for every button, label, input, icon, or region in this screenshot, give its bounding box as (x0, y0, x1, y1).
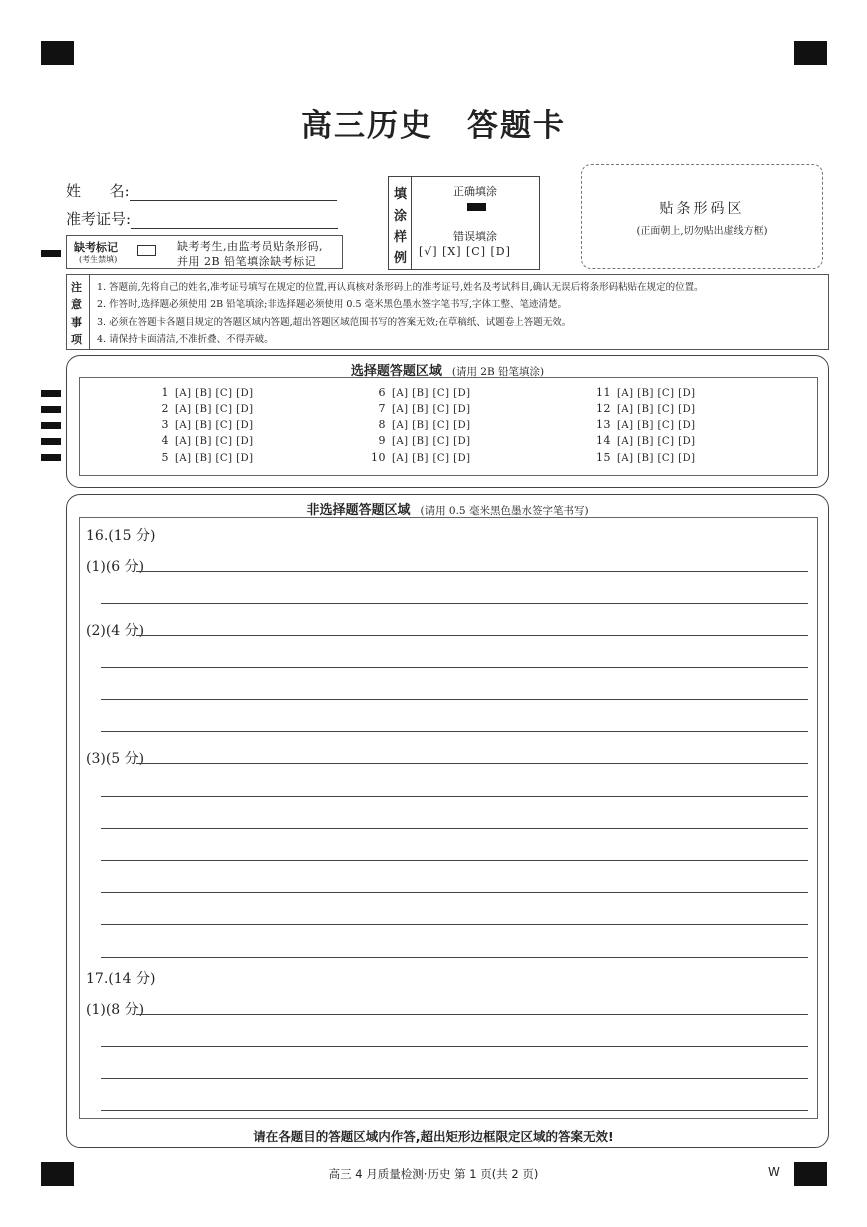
registration-mark-top-right (794, 41, 827, 65)
choice-question[interactable]: 3 [A] [B] [C] [D] (161, 418, 254, 431)
barcode-note: (正面朝上,切勿贴出虚线方框) (636, 226, 768, 237)
choice-question[interactable]: 2 [A] [B] [C] [D] (161, 402, 254, 415)
exam-id-input[interactable] (131, 212, 338, 229)
choice-question[interactable]: 9 [A] [B] [C] [D] (378, 434, 471, 447)
fill-sample-box (388, 176, 540, 270)
nonchoice-answer-area (79, 517, 818, 1119)
timing-mark (41, 422, 61, 429)
choice-question[interactable]: 8 [A] [B] [C] [D] (378, 418, 471, 431)
answer-line[interactable] (101, 699, 808, 700)
fill-sample-char: 例 (394, 251, 408, 266)
fill-sample-char: 样 (394, 230, 408, 245)
boundary-warning: 请在各题目的答题区域内作答,超出矩形边框限定区域的答案无效! (253, 1129, 614, 1144)
name-label: 姓 名: (66, 182, 130, 200)
note-item: 4. 请保持卡面清洁,不准折叠、不得弄破。 (97, 334, 274, 345)
nonchoice-section-title: 非选择题答题区域 (306, 503, 411, 518)
wrong-fill-examples: [√] [X] [C] [D] (419, 245, 511, 258)
notes-side-char: 事 (71, 316, 82, 329)
exam-id-label: 准考证号: (66, 210, 132, 228)
answer-line[interactable] (101, 667, 808, 668)
card-title: 答题卡 (467, 108, 566, 144)
timing-mark (41, 390, 61, 397)
answer-line[interactable] (101, 828, 808, 829)
answer-line[interactable] (101, 1046, 808, 1047)
barcode-area (581, 164, 823, 269)
timing-mark (41, 250, 61, 257)
fill-sample-char: 涂 (394, 209, 408, 224)
absent-checkbox[interactable] (137, 245, 156, 256)
timing-mark (41, 454, 61, 461)
nonchoice-section-subtitle: (请用 0.5 毫米黑色墨水签字笔书写) (420, 505, 589, 517)
subject-title: 高三历史 (301, 108, 433, 144)
choice-question[interactable]: 6 [A] [B] [C] [D] (378, 386, 471, 399)
question-16-title: 16.(15 分) (86, 528, 156, 544)
choice-question[interactable]: 4 [A] [B] [C] [D] (161, 434, 254, 447)
answer-line[interactable] (136, 1014, 808, 1015)
choice-question[interactable]: 15 [A] [B] [C] [D] (596, 451, 696, 464)
footer-code: W (768, 1165, 780, 1179)
choice-question[interactable]: 12 [A] [B] [C] [D] (596, 402, 696, 415)
absent-desc-2: 并用 2B 铅笔填涂缺考标记 (177, 255, 317, 268)
absent-desc-1: 缺考考生,由监考员贴条形码, (177, 240, 323, 253)
page-title (0, 100, 867, 145)
answer-line[interactable] (101, 892, 808, 893)
choice-question[interactable]: 5 [A] [B] [C] [D] (161, 451, 254, 464)
choice-question[interactable]: 14 [A] [B] [C] [D] (596, 434, 696, 447)
question-16-1-label: (1)(6 分) (86, 559, 145, 575)
answer-line[interactable] (101, 1078, 808, 1079)
choice-question[interactable]: 7 [A] [B] [C] [D] (378, 402, 471, 415)
answer-line[interactable] (101, 603, 808, 604)
absent-mark-box (66, 235, 343, 269)
choice-question[interactable]: 1 [A] [B] [C] [D] (161, 386, 254, 399)
question-16-3-label: (3)(5 分) (86, 751, 145, 767)
name-input[interactable] (130, 184, 337, 201)
fill-sample-char: 填 (394, 187, 408, 202)
note-item: 3. 必须在答题卡各题目规定的答题区域内答题,超出答题区域范围书写的答案无效;在草稿纸、试题卷上答题无效。 (97, 317, 572, 328)
page-footer: 高三 4 月质量检测·历史 第 1 页(共 2 页) (328, 1167, 539, 1181)
note-item: 1. 答题前,先将自己的姓名,准考证号填写在规定的位置,再认真核对条形码上的准考证号,姓名及考试科目,确认无误后将条形码粘贴在规定的位置。 (97, 282, 704, 293)
answer-line[interactable] (136, 635, 808, 636)
answer-line[interactable] (101, 924, 808, 925)
notes-side (67, 275, 90, 349)
nonchoice-section (66, 494, 829, 1148)
notes-side-char: 项 (71, 333, 82, 346)
absent-note: (考生禁填) (79, 255, 118, 264)
choice-section-title: 选择题答题区域 (350, 364, 442, 379)
choice-question[interactable]: 11 [A] [B] [C] [D] (596, 386, 696, 399)
answer-line[interactable] (101, 731, 808, 732)
absent-title: 缺考标记 (74, 241, 118, 254)
question-17-1-label: (1)(8 分) (86, 1002, 145, 1018)
registration-mark-top-left (41, 41, 74, 65)
timing-mark (41, 438, 61, 445)
correct-fill-example (467, 203, 486, 211)
choice-question[interactable]: 10 [A] [B] [C] [D] (371, 451, 471, 464)
notes-side-char: 注 (71, 281, 82, 294)
choice-section-subtitle: (请用 2B 铅笔填涂) (451, 366, 545, 378)
wrong-fill-label: 错误填涂 (453, 230, 497, 243)
answer-line[interactable] (101, 957, 808, 958)
answer-line[interactable] (136, 763, 808, 764)
question-17-title: 17.(14 分) (86, 971, 156, 987)
note-item: 2. 作答时,选择题必须使用 2B 铅笔填涂;非选择题必须使用 0.5 毫米黑色墨水签字笔书写,字体工整、笔迹清楚。 (97, 299, 568, 310)
correct-fill-label: 正确填涂 (453, 185, 497, 198)
answer-line[interactable] (101, 860, 808, 861)
notes-box (66, 274, 829, 350)
name-field (66, 180, 337, 201)
question-16-2-label: (2)(4 分) (86, 623, 145, 639)
timing-mark (41, 406, 61, 413)
answer-line[interactable] (101, 796, 808, 797)
fill-sample-side (389, 177, 412, 269)
answer-line[interactable] (101, 1110, 808, 1111)
nonchoice-section-header (67, 499, 828, 518)
notes-side-char: 意 (71, 298, 82, 311)
barcode-title: 贴条形码区 (659, 201, 745, 217)
choice-section (66, 355, 829, 488)
choice-question[interactable]: 13 [A] [B] [C] [D] (596, 418, 696, 431)
exam-id-field (66, 208, 338, 229)
answer-line[interactable] (136, 571, 808, 572)
